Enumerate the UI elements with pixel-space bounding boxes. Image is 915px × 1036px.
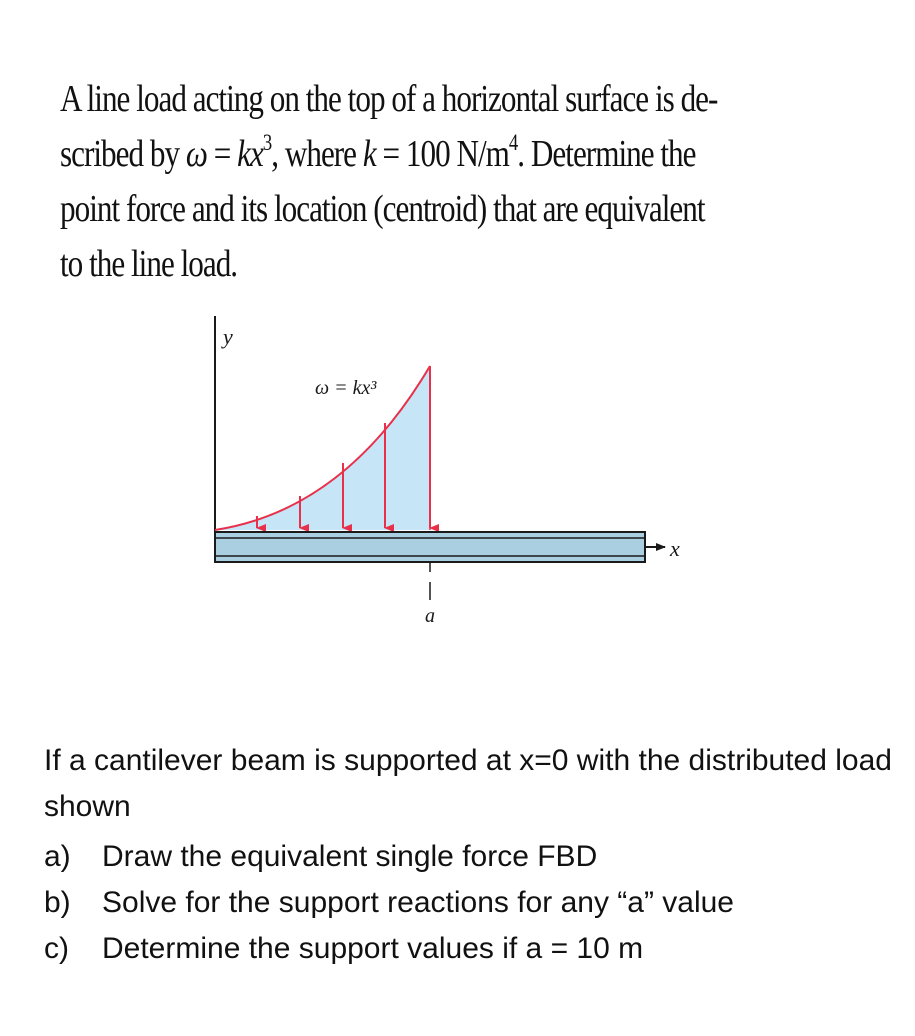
item-text: Solve for the support reactions for any “a” value (102, 886, 734, 919)
k-symbol: k (362, 133, 376, 175)
equals-sign: = (206, 133, 238, 175)
problem-line-3: point force and its location (centroid) that are equivalent (60, 188, 705, 230)
text-segment: . Determine the (517, 133, 696, 175)
problem-line-2 (60, 127, 847, 182)
question-item (44, 834, 904, 880)
omega-symbol: ω (185, 133, 207, 175)
problem-statement (60, 72, 847, 292)
question-list (44, 834, 904, 972)
item-marker: b) (44, 886, 71, 919)
question-item (44, 880, 904, 926)
load-function-label: ω = kx³ (315, 377, 377, 399)
question-block (44, 738, 904, 972)
text-segment: , where (271, 133, 363, 175)
load-diagram (195, 310, 695, 630)
dimension-a-label: a (425, 605, 435, 627)
item-text: Determine the support values if a = 10 m (102, 932, 644, 965)
beam (215, 532, 645, 562)
k-value: = 100 N/m (375, 133, 509, 175)
question-item (44, 926, 904, 972)
x-axis-label: x (670, 536, 680, 561)
exponent-4: 4 (508, 130, 518, 156)
exponent-3: 3 (262, 130, 272, 156)
x-symbol: x (249, 133, 263, 175)
y-axis-label: y (223, 324, 233, 349)
problem-line-4: to the line load. (60, 243, 238, 285)
item-marker: c) (44, 932, 69, 965)
text-segment: scribed by (60, 133, 186, 175)
problem-line-1: A line load acting on the top of a horizontal surface is de- (60, 78, 718, 120)
item-marker: a) (44, 840, 71, 873)
item-text: Draw the equivalent single force FBD (102, 840, 598, 873)
question-intro: If a cantilever beam is supported at x=0 with the distributed load shown (44, 744, 892, 823)
k-symbol: k (237, 133, 250, 175)
